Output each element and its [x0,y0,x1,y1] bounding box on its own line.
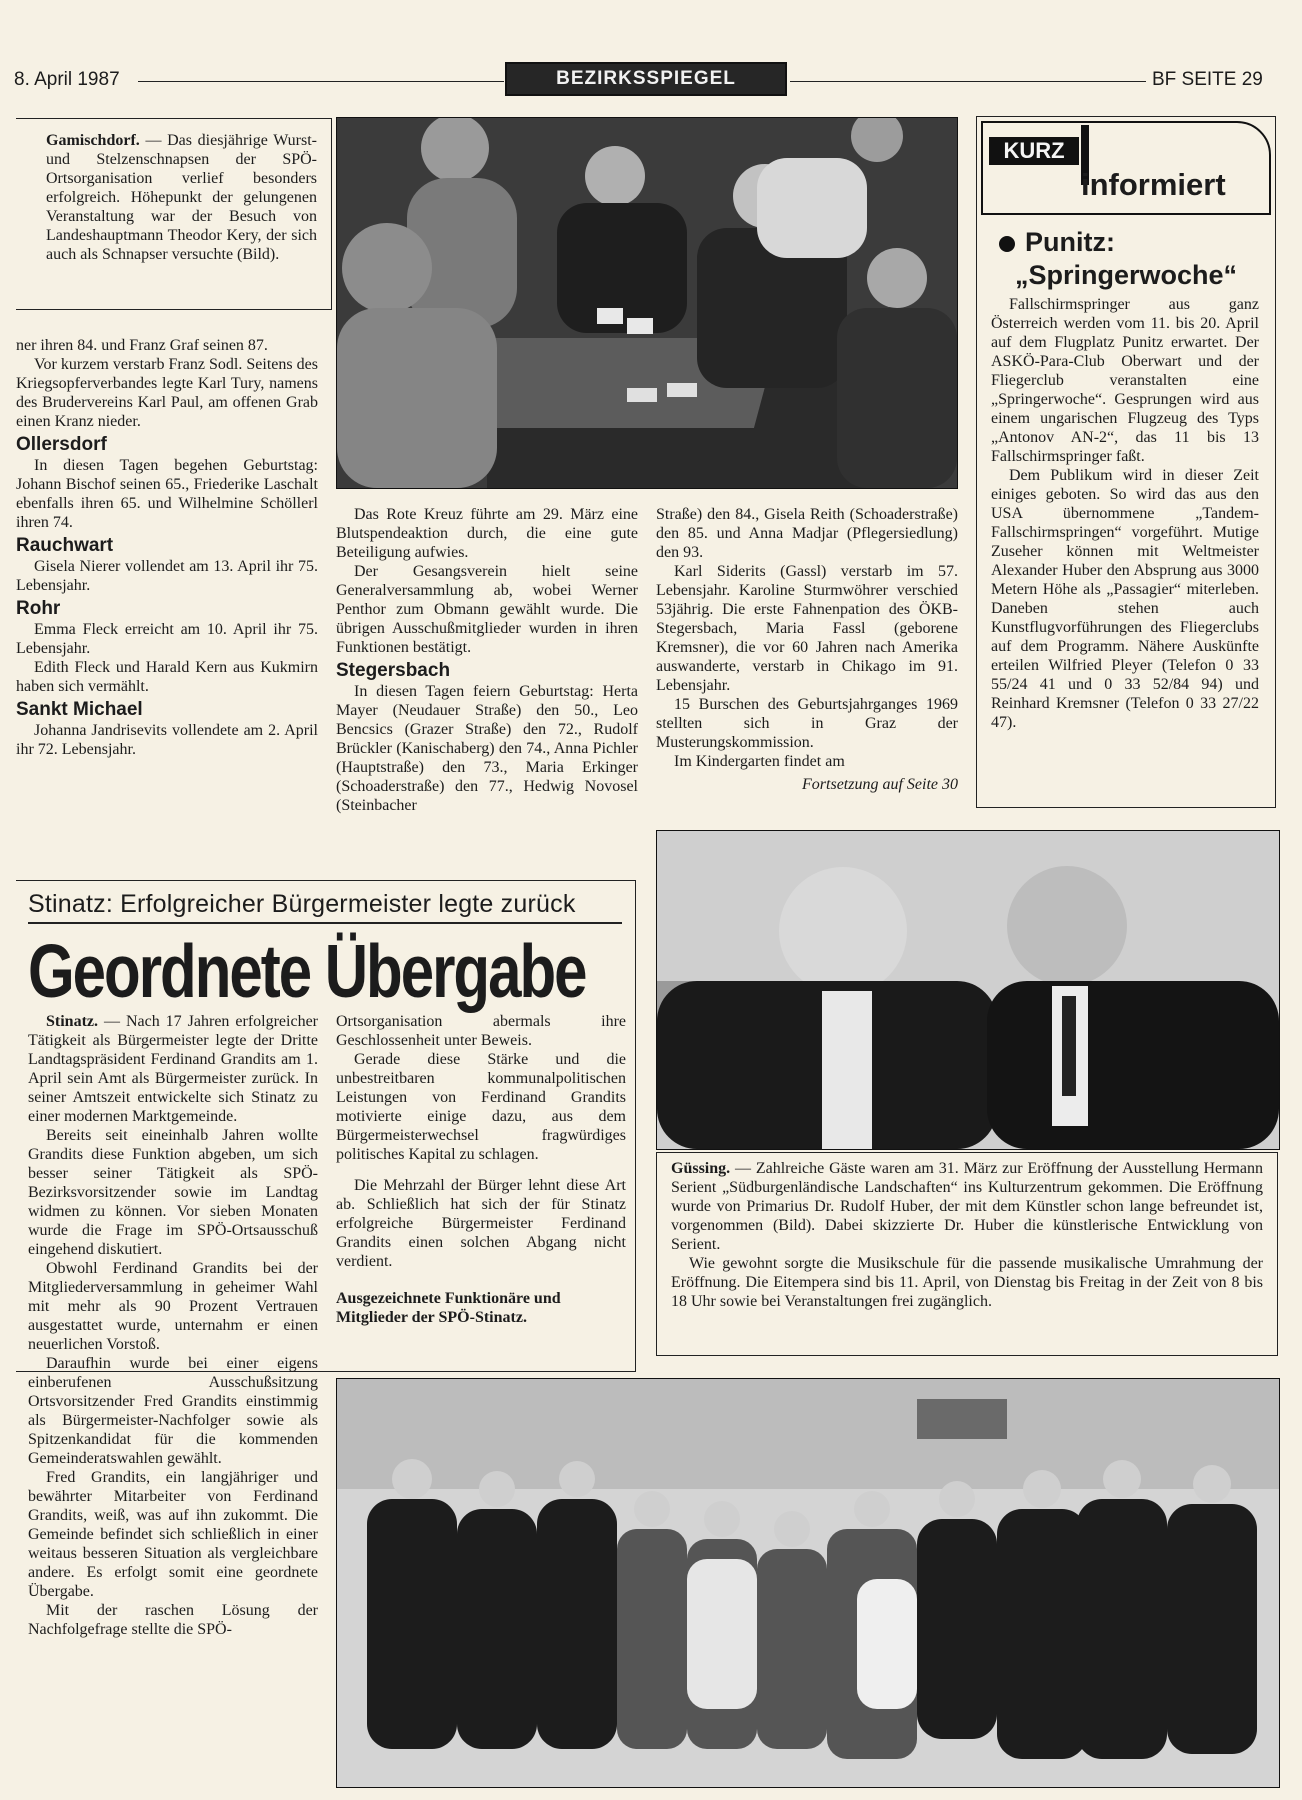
guessing-illustration [657,831,1279,1149]
header-rule-right [790,81,1146,82]
rohr-text-2: Edith Fleck und Harald Kern aus Kukmirn haben sich vermählt. [16,659,318,695]
stinatz-headline: Geordnete Übergabe [28,929,586,1013]
heading-rauchwart: Rauchwart [16,535,114,556]
group-illustration [337,1379,1279,1787]
heading-sankt-michael: Sankt Michael [16,699,143,720]
kicker-rule [28,922,622,924]
guessing-lead: Güssing. [671,1160,731,1177]
rauchwart-text: Gisela Nierer vollendet am 13. April ihr 75. Lebensjahr. [16,558,318,594]
col2-p2: Der Gesangsverein hielt seine Generalversammlung ab, wobei Werner Penthor zum Obmann gewählt wurde. Die übrigen Ausschußmitglieder wurden in ihren Funktionen bestätigt. [336,563,638,656]
stinatz-p2: Bereits seit eineinhalb Jahren wollte Grandits diese Funktion abgeben, um sich besser seiner Tätigkeit als SPÖ-Bezirksvorsitzender sowie im Landtag widmen zu können. Vor sieben Monaten wurde die Frage im SPÖ-Ortsausschuß eingehend diskutiert. [28,1127,318,1258]
ollersdorf-text: In diesen Tagen begehen Geburtstag: Johann Bischof seinen 65., Friederike Laschalt ebenfalls ihren 65. und Wilhelmine Schöllerl ihren 74. [16,457,318,531]
kurz-informiert-box [976,116,1276,808]
col2-p1: Das Rote Kreuz führte am 29. März eine Blutspendeaktion durch, die eine gute Beteiligung aufwies. [336,506,638,561]
kurz-p2: Dem Publikum wird in dieser Zeit einiges geboten. So wird das aus den USA übernommene „Tandem-Fallschirmspringen“ vorgeführt. Mutige Zuseher können mit Weltmeister Alexander Huber den Absprung aus 3000 Metern Höhe als „Passagier“ miterleben. Daneben stehen auch Kunstflugvorführungen des Fliegerclubs auf dem Programm. Nähere Auskünfte erteilen Wilfried Pleyer (Telefon 0 33 55/24 41 und 0 33 52/84 94) und Reinhard Kremsner (Telefon 0 33 27/22 47). [991,467,1259,731]
rohr-text-1: Emma Fleck erreicht am 10. April ihr 75. Lebensjahr. [16,621,318,657]
stinatz-lead: Stinatz. [46,1013,98,1030]
kurz-logo-tag: KURZ [989,137,1079,165]
stinatz-col-2 [336,1012,626,1327]
stinatz-p4: Daraufhin wurde bei einer eigens einberufenen Ausschußsitzung Ortsvorsitzender Fred Grandits einstimmig als Bürgermeister-Nachfolger sowie als Spitzenkandidat für die kommenden Gemeinderatswahlen gewählt. [28,1355,318,1467]
stinatz-kicker: Stinatz: Erfolgreicher Bürgermeister legte zurück [28,890,576,918]
col3-p1: Straße) den 84., Gisela Reith (Schoaderstraße) den 85. und Anna Madjar (Pflegersiedlung) den 93. [656,506,958,561]
section-banner [505,62,787,96]
kurz-logo [981,121,1271,215]
sankt-michael-text: Johanna Jandrisevits vollendete am 2. April ihr 72. Lebensjahr. [16,722,318,758]
page-number: BF SEITE 29 [1152,69,1263,90]
kurz-logo-word: informiert [1081,167,1226,202]
section-title: BEZIRKSSPIEGEL [556,68,736,89]
header-date: 8. April 1987 [14,69,120,90]
col3-p3: 15 Burschen des Geburtsjahrganges 1969 stellten sich in Graz der Musterungskommission. [656,696,958,751]
photo-group-stinatz [336,1378,1280,1788]
photo-card-game [336,117,958,489]
col3-p4: Im Kindergarten findet am [674,753,845,770]
column-3 [656,505,958,794]
stinatz-photo-caption: Ausgezeichnete Funktionäre und Mitglieder der SPÖ-Stinatz. [336,1290,561,1326]
column-1 [16,336,318,759]
col3-p2: Karl Siderits (Gassl) verstarb im 57. Lebensjahr. Karoline Sturmwöhrer verschied 53jährig. Die erste Fahnenpation des ÖKB-Stegersbach, Maria Fassl (geborene Kremsner), die vor 60 Jahren nach Amerika auswanderte, verstarb in Chikago im 91. Lebensjahr. [656,563,958,694]
stinatz-col-1 [28,1012,318,1639]
stinatz-c2p3: Die Mehrzahl der Bürger lehnt diese Art ab. Schließlich hat sich der für Stinatz erfolgreiche Bürgermeister Ferdinand Grandits einen solchen Abgang nicht verdient. [336,1177,626,1270]
kurz-p1: Fallschirmspringer aus ganz Österreich werden vom 11. bis 20. April auf dem Flugplatz Punitz erwartet. Der ASKÖ-Para-Club Oberwart und der Fliegerclub veranstalten eine „Springerwoche“. Gesprungen wird aus einem ungarischen Flugzeug des Typs „Antonov AN-2“, das 11 bis 13 Fallschirmspringer faßt. [991,296,1259,465]
col1-p2: Vor kurzem verstarb Franz Sodl. Seitens des Kriegsopferverbandes legte Karl Tury, namens des Brudervereins Karl Paul, am offenen Grab einen Kranz nieder. [16,356,318,430]
stinatz-p5: Fred Grandits, ein langjähriger und bewährter Mitarbeiter von Ferdinand Grandits, weiß, was auf ihn zukommt. Die Gemeinde befindet sich schließlich in einer weitaus besseren Situation als vergleichbare andere. Es erfolgt somit eine geordnete Übergabe. [28,1469,318,1600]
stinatz-p1 [28,1012,318,1126]
stinatz-c2p1: Ortsorganisation abermals ihre Geschlossenheit unter Beweis. [336,1013,626,1049]
heading-stegersbach: Stegersbach [336,660,451,681]
springerwoche-title: „Springerwoche“ [1014,260,1238,290]
header-rule-left [138,81,504,82]
column-2 [336,505,638,815]
stinatz-p3: Obwohl Ferdinand Grandits bei der Mitgliederversammlung in geheimer Wahl mit mehr als 90 Prozent Vertrauen ausgestattet wurde, unternahm er einen neuerlichen Vorstoß. [28,1260,318,1353]
stinatz-p1-text: — Nach 17 Jahren erfolgreicher Tätigkeit als Bürgermeister legte der Dritte Landtagspräsident Ferdinand Grandits am 1. April sein Amt als Bürgermeister zurück. In seiner Amtszeit entwickelte sich Stinatz zu einer modernen Marktgemeinde. [28,1013,318,1125]
stinatz-c2p2: Gerade diese Stärke und die unbestreitbaren kommunalpolitischen Leistungen von Ferdinand Grandits motivierte einige dazu, aus dem Bürgermeisterwechsel fragwürdiges politisches Kapital zu schlagen. [336,1051,626,1163]
col2-p3: In diesen Tagen feiern Geburtstag: Herta Mayer (Neudauer Straße) den 50., Leo Bencsics (Grazer Straße) den 72., Rudolf Brückler (Kanischaberg) den 74., Anna Pichler (Hauptstraße) den 73., Maria Erkinger (Schoaderstraße) den 77., Hedwig Novosel (Steinbacher [336,683,638,814]
photo-guessing-exhibition [656,830,1280,1150]
guessing-caption-box [656,1152,1278,1356]
stinatz-p6: Mit der raschen Lösung der Nachfolgefrage stellte die SPÖ- [28,1602,318,1638]
gamischdorf-caption [46,131,317,264]
guessing-p1 [671,1159,1263,1254]
guessing-p1-text: — Zahlreiche Gäste waren am 31. März zur Eröffnung der Ausstellung Hermann Serient „Südburgenländische Landschaften“ ins Kulturzentrum gekommen. Die Eröffnung wurde von Primarius Dr. Rudolf Huber, der mit dem Künstler schon lange befreundet ist, vorgenommen (Bild). Dabei skizzierte Dr. Huber die künstlerische Entwicklung von Serient. [671,1160,1263,1253]
caption-text: — Das diesjährige Wurst- und Stelzenschnapsen der SPÖ-Ortsorganisation verlief besonders erfolgreich. Höhepunkt der gelungenen Veranstaltung war der Besuch von Landeshauptmann Theodor Kery, der sich auch als Schnapser versuchte (Bild). [46,132,317,263]
gamischdorf-caption-box [16,118,332,310]
col1-p1: ner ihren 84. und Franz Graf seinen 87. [16,337,268,354]
guessing-p2: Wie gewohnt sorgte die Musikschule für die passende musikalische Umrahmung der Eröffnung. Die Eitempera sind bis 11. April, von Dienstag bis Freitag in der Zeit von 8 bis 18 Uhr sowie bei Veranstaltungen frei zugänglich. [671,1255,1263,1310]
caption-lead: Gamischdorf. [46,132,140,149]
heading-ollersdorf: Ollersdorf [16,434,107,455]
kurz-text [991,295,1259,732]
card-game-illustration [337,118,957,488]
continued-note: Fortsetzung auf Seite 30 [802,776,958,793]
punitz-title-text: Punitz: [1025,227,1115,257]
punitz-title [999,227,1115,258]
bullet-icon [999,236,1015,252]
heading-rohr: Rohr [16,598,61,619]
